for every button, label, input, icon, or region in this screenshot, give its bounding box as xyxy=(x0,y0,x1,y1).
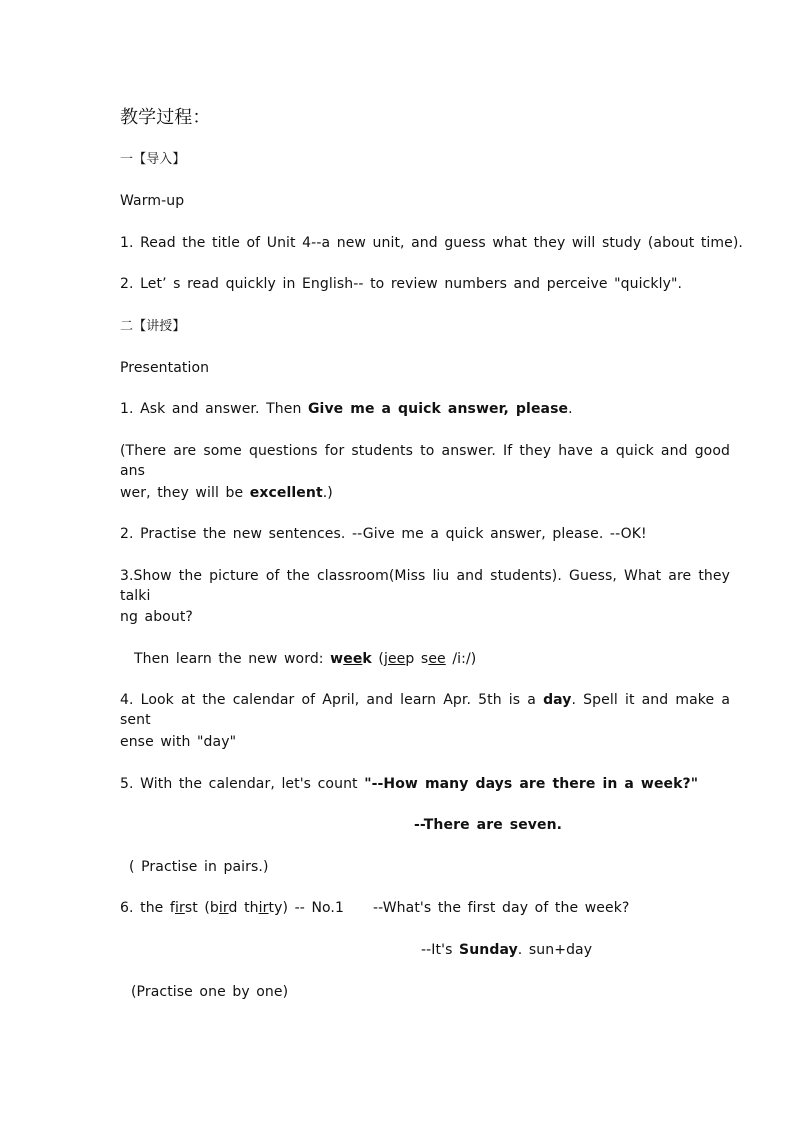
bold-word-excellent: excellent xyxy=(249,485,323,501)
page-heading: 教学过程： xyxy=(120,107,211,128)
section-label-teaching: 二【讲授】 xyxy=(120,319,186,334)
underlined-letters: ir xyxy=(174,900,185,916)
text-run: ty) -- No.1 xyxy=(268,900,344,916)
presentation-item-2: 2. Practise the new sentences. --Give me a quick answer, please. --OK! xyxy=(120,526,647,542)
bold-word-sunday: Sunday xyxy=(459,942,518,958)
first-day-question: --What's the first day of the week? xyxy=(373,900,630,916)
presentation-item-1 xyxy=(120,399,573,419)
underlined-letters: ee xyxy=(387,651,406,667)
answer-there-are-seven: --There are seven. xyxy=(414,817,563,833)
presentation-item-6 xyxy=(120,898,344,918)
warmup-item-1: 1. Read the title of Unit 4--a new unit, and guess what they will study (about time). xyxy=(120,235,743,251)
underlined-letters: ee xyxy=(428,651,446,667)
presentation-item-4-line-1 xyxy=(120,690,730,730)
bold-word-day: day xyxy=(543,692,572,708)
bold-phrase: Give me a quick answer, please xyxy=(307,401,569,417)
sunday-answer xyxy=(421,940,592,960)
text-run: /i:/) xyxy=(445,651,477,667)
text-run: d th xyxy=(228,900,259,916)
underlined-letters: ir xyxy=(218,900,229,916)
text-run: .) xyxy=(322,485,333,501)
word-week xyxy=(330,651,372,667)
presentation-item-3-line-1: 3.Show the picture of the classroom(Miss liu and students). Guess, What are they talki xyxy=(120,568,730,604)
text-run: 5. With the calendar, let's count xyxy=(120,776,365,792)
section-subtitle-presentation: Presentation xyxy=(120,360,210,376)
text-run: p s xyxy=(405,651,429,667)
section-subtitle-warmup: Warm-up xyxy=(120,193,185,209)
text-run: Then learn the new word: xyxy=(134,651,331,667)
underlined-letters: ee xyxy=(343,651,363,667)
text-run: . sun+day xyxy=(517,942,593,958)
presentation-note-line-2 xyxy=(120,483,333,503)
text-run: --It's xyxy=(421,942,460,958)
warmup-item-2: 2. Let’ s read quickly in English-- to review numbers and perceive "quickly". xyxy=(120,276,683,292)
text-run: 4. Look at the calendar of April, and learn Apr. 5th is a xyxy=(120,692,544,708)
bold-question: "--How many days are there in a week?" xyxy=(364,776,699,792)
text-run: 6. the f xyxy=(120,900,175,916)
text-run: 1. Ask and answer. Then xyxy=(120,401,308,417)
new-word-line xyxy=(134,649,476,669)
text-run: (j xyxy=(371,651,388,667)
text-run: . Spell it and make a sent xyxy=(120,692,730,728)
presentation-item-4-line-2: ense with "day" xyxy=(120,734,237,750)
practise-one-by-one-note: (Practise one by one) xyxy=(131,984,289,1000)
practise-in-pairs-note: ( Practise in pairs.) xyxy=(129,859,269,875)
presentation-note-line-1: (There are some questions for students to answer. If they have a quick and good ans xyxy=(120,443,730,479)
presentation-item-3-line-2: ng about? xyxy=(120,609,193,625)
text-run: wer, they will be xyxy=(120,485,250,501)
text-run: st (b xyxy=(184,900,219,916)
text-run: . xyxy=(568,401,573,417)
presentation-item-5 xyxy=(120,774,698,794)
letter: w xyxy=(330,651,344,667)
letter: k xyxy=(362,651,372,667)
underlined-letters: ir xyxy=(258,900,269,916)
section-label-intro: 一【导入】 xyxy=(120,152,186,167)
